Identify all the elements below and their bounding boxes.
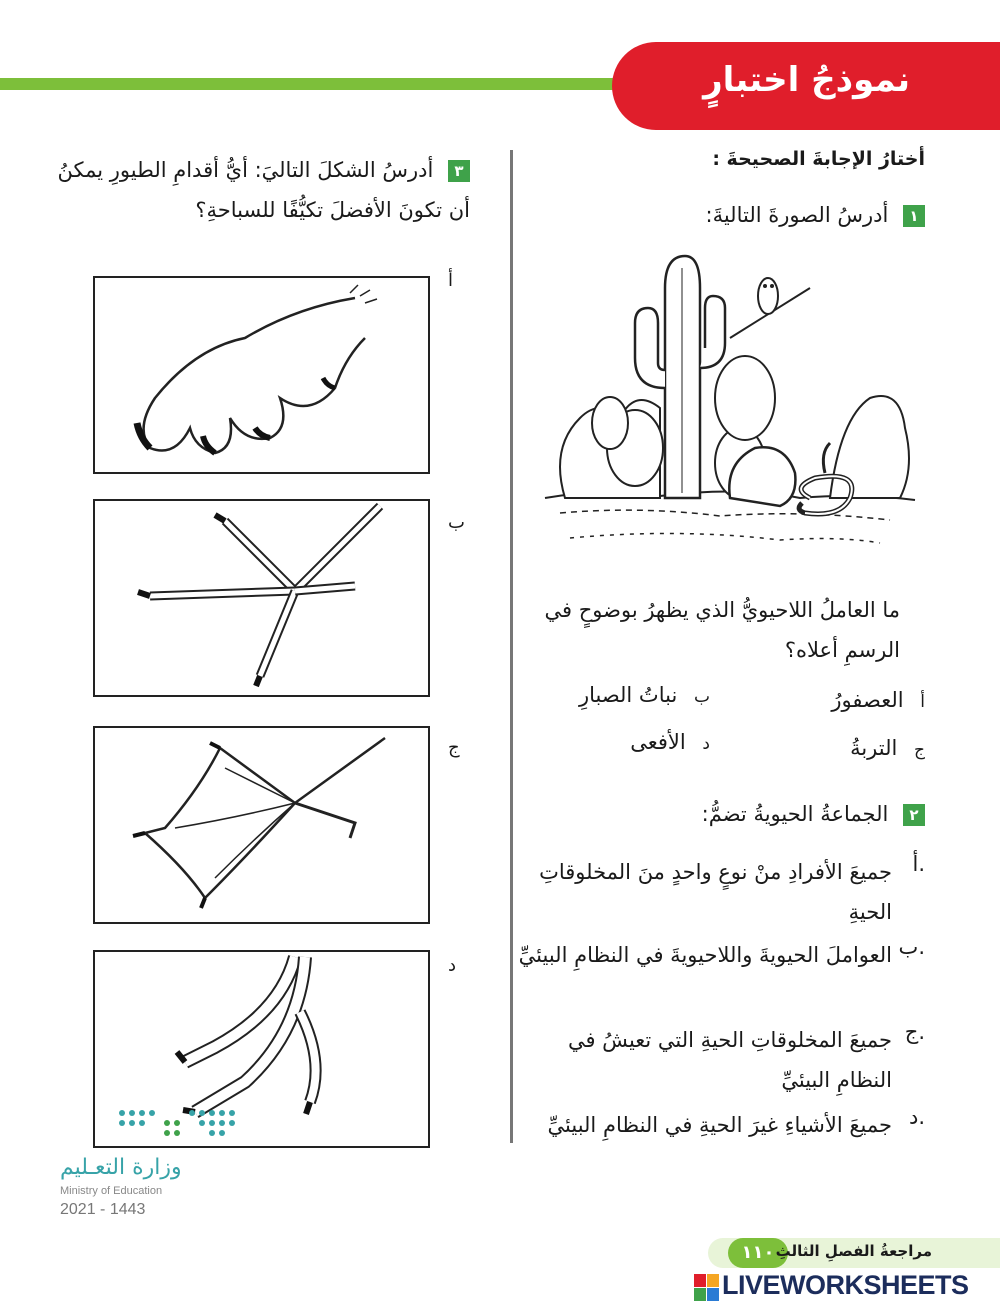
liveworksheets-brand[interactable] bbox=[694, 1270, 1000, 1307]
q1-option-text: التربةُ bbox=[850, 736, 898, 760]
q2-header bbox=[702, 802, 925, 826]
q2-option-c[interactable]: جميعَ المخلوقاتِ الحيةِ التي تعيشُ في النظامِ البيئيِّ bbox=[567, 1028, 892, 1092]
q2-option-letter: د. bbox=[908, 1105, 925, 1129]
q1-option-c[interactable] bbox=[850, 736, 925, 760]
instruction-text: أختارُ الإجابةَ الصحيحةَ : bbox=[712, 148, 925, 170]
q2-number-badge: ٢ bbox=[903, 804, 925, 826]
q1-option-text: العصفورُ bbox=[831, 688, 904, 712]
ministry-name-english: Ministry of Education bbox=[60, 1185, 163, 1197]
title-banner bbox=[612, 42, 1000, 130]
webbed-foot-image bbox=[95, 728, 428, 922]
q1-option-b[interactable] bbox=[579, 683, 710, 707]
q1-option-letter: أ bbox=[920, 692, 925, 712]
q3-choice-letter: د bbox=[448, 955, 457, 976]
q1-option-d[interactable] bbox=[630, 730, 710, 754]
ministry-name-arabic: وزارة التعـليم bbox=[60, 1155, 182, 1180]
q3-prompt: أدرسُ الشكلَ التاليَ: أيُّ أقدامِ الطيورِ يمكنُ أن تكونَ الأفضلَ تكيُّفًا للسباحةِ؟ bbox=[57, 158, 470, 222]
q2-option-letter: ب. bbox=[898, 935, 925, 959]
q3-choice-letter: ج bbox=[448, 737, 460, 758]
q3-question bbox=[30, 150, 470, 230]
q1-header bbox=[706, 203, 925, 227]
q3-choice-letter: أ bbox=[448, 270, 454, 291]
chapter-label: مراجعةُ الفصلِ الثالثِ bbox=[775, 1242, 932, 1260]
q1-option-letter: ب bbox=[693, 687, 710, 707]
q2-option-b[interactable]: العواملَ الحيويةَ واللاحيويةَ في النظامِ البيئيِّ bbox=[518, 943, 892, 967]
q3-choice-c-box[interactable] bbox=[93, 726, 430, 924]
q2-option-letter: أ. bbox=[912, 852, 925, 876]
q3-number-badge: ٣ bbox=[448, 160, 470, 182]
q3-choice-a-box[interactable] bbox=[93, 276, 430, 474]
header-green-line bbox=[0, 78, 640, 90]
q1-option-letter: د bbox=[702, 734, 710, 754]
q2-prompt: الجماعةُ الحيويةُ تضمُّ: bbox=[701, 802, 889, 826]
page-number: ١١٠ bbox=[728, 1238, 788, 1268]
q2-option-d[interactable]: جميعَ الأشياءِ غيرَ الحيةِ في النظامِ البيئيِّ bbox=[547, 1113, 892, 1137]
q3-choice-b-box[interactable] bbox=[93, 499, 430, 697]
page-title: نموذجُ اختبارٍ bbox=[703, 60, 910, 100]
q2-option-letter: ج. bbox=[904, 1020, 925, 1044]
q1-option-text: نباتُ الصبارِ bbox=[578, 683, 678, 707]
raptor-foot-image bbox=[95, 278, 428, 472]
liveworksheets-wordmark: LIVEWORKSHEETS bbox=[722, 1270, 969, 1300]
ministry-logo-icon bbox=[112, 1105, 242, 1145]
ministry-year: 2021 - 1443 bbox=[60, 1201, 146, 1218]
q1-question: ما العاملُ اللاحيويُّ الذي يظهرُ بوضوحٍ في الرسمِ أعلاه؟ bbox=[544, 598, 900, 662]
q1-option-text: الأفعى bbox=[630, 730, 686, 754]
q2-option-a[interactable]: جميعَ الأفرادِ منْ نوعٍ واحدٍ منَ المخلوقاتِ الحيةِ bbox=[539, 860, 892, 924]
q1-option-letter: ج bbox=[914, 740, 925, 760]
liveworksheets-logo-icon bbox=[694, 1274, 720, 1302]
q3-choice-letter: ب bbox=[448, 512, 465, 533]
q1-prompt: أدرسُ الصورةَ التاليةَ: bbox=[705, 203, 889, 227]
q1-number-badge: ١ bbox=[903, 205, 925, 227]
desert-illustration bbox=[540, 248, 920, 563]
perching-foot-image bbox=[95, 501, 428, 695]
q1-option-a[interactable] bbox=[831, 688, 925, 712]
